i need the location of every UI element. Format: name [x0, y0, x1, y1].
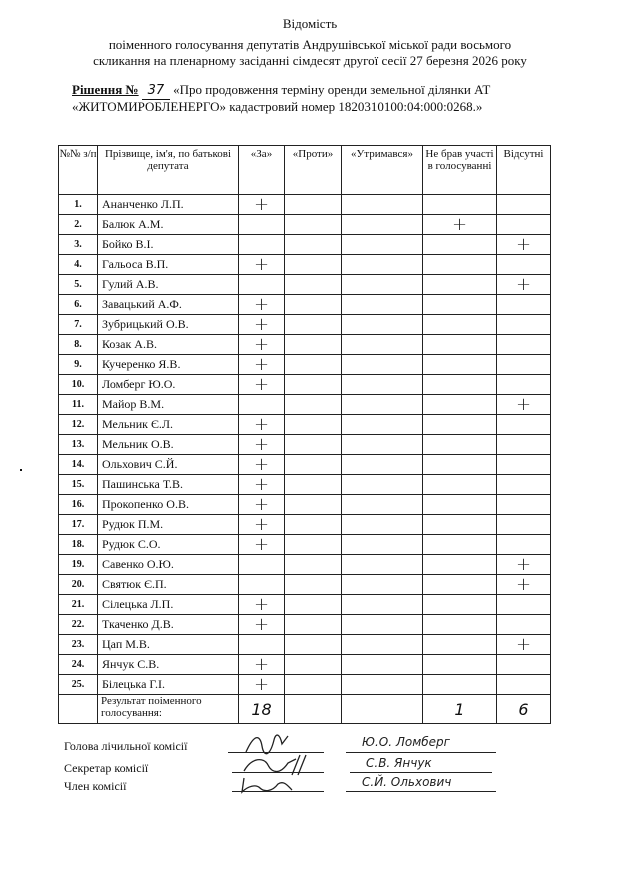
vote-mark-not-voted: [423, 475, 497, 495]
vote-mark-against: [285, 335, 342, 355]
vote-mark-not-voted: [423, 575, 497, 595]
vote-mark-for: +: [239, 655, 285, 675]
signature-role-secretary: Секретар комісії: [64, 761, 149, 775]
vote-mark-abstain: [342, 395, 423, 415]
table-row: [59, 395, 551, 415]
table-row: [59, 575, 551, 595]
vote-mark-abstain: [342, 335, 423, 355]
table-row: [59, 535, 551, 555]
vote-mark-for: +: [239, 415, 285, 435]
scan-speck: [20, 469, 22, 471]
decision-line-1: [72, 82, 577, 100]
table-row: [59, 255, 551, 275]
vote-mark-against: [285, 515, 342, 535]
name-underline-member: [346, 791, 496, 792]
signature-role-member: Член комісії: [64, 779, 127, 793]
vote-mark-absent: [497, 615, 551, 635]
vote-mark-for: +: [239, 495, 285, 515]
row-number: 6.: [59, 295, 98, 315]
vote-mark-for: +: [239, 375, 285, 395]
row-number: 18.: [59, 535, 98, 555]
row-number: 24.: [59, 655, 98, 675]
vote-mark-absent: +: [497, 575, 551, 595]
vote-mark-for: +: [239, 435, 285, 455]
vote-mark-absent: [497, 515, 551, 535]
vote-mark-against: [285, 575, 342, 595]
row-number: 12.: [59, 415, 98, 435]
result-absent: 6: [497, 695, 551, 724]
vote-mark-absent: [497, 495, 551, 515]
deputy-name: Гальоса В.П.: [98, 255, 239, 275]
decision-line-2: «ЖИТОМИРОБЛЕНЕРГО» кадастровий номер 1820310100:04:000:0268.»: [72, 99, 483, 114]
result-num-cell: [59, 695, 98, 724]
table-row: [59, 355, 551, 375]
document-subtitle-line-2: скликання на пленарному засіданні сімдесят другої сесії 27 березня 2026 року: [93, 53, 527, 68]
vote-mark-not-voted: [423, 595, 497, 615]
vote-mark-for: +: [239, 335, 285, 355]
vote-mark-abstain: [342, 535, 423, 555]
table-row: [59, 295, 551, 315]
table-row: [59, 235, 551, 255]
result-not-voted: 1: [423, 695, 497, 724]
deputy-name: Савенко О.Ю.: [98, 555, 239, 575]
vote-mark-abstain: [342, 315, 423, 335]
vote-mark-against: [285, 455, 342, 475]
result-row: [59, 695, 551, 724]
vote-mark-against: [285, 315, 342, 335]
vote-mark-abstain: [342, 595, 423, 615]
table-row: [59, 275, 551, 295]
vote-mark-for: +: [239, 515, 285, 535]
document-title: Відомість: [282, 16, 338, 31]
vote-mark-for: +: [239, 195, 285, 215]
row-number: 25.: [59, 675, 98, 695]
col-header-name: Прізвище, ім'я, по батькові депутата: [98, 146, 239, 195]
vote-mark-absent: +: [497, 395, 551, 415]
vote-mark-absent: [497, 675, 551, 695]
result-label: Результат поіменного голосування:: [98, 695, 239, 724]
name-underline-secretary: [350, 772, 492, 773]
vote-mark-absent: [497, 195, 551, 215]
vote-mark-abstain: [342, 355, 423, 375]
vote-mark-absent: [497, 415, 551, 435]
vote-mark-against: [285, 195, 342, 215]
row-number: 8.: [59, 335, 98, 355]
deputy-name: Ольхович С.Й.: [98, 455, 239, 475]
deputy-name: Рудюк П.М.: [98, 515, 239, 535]
col-header-num: №№ з/п: [59, 146, 98, 195]
vote-mark-not-voted: +: [423, 215, 497, 235]
col-header-absent: Відсутні: [497, 146, 551, 195]
name-underline-chair: [346, 752, 496, 753]
vote-mark-abstain: [342, 475, 423, 495]
vote-mark-not-voted: [423, 435, 497, 455]
vote-mark-against: [285, 415, 342, 435]
vote-mark-for: +: [239, 455, 285, 475]
vote-mark-not-voted: [423, 275, 497, 295]
table-row: [59, 195, 551, 215]
vote-mark-absent: [497, 455, 551, 475]
vote-mark-for: [239, 235, 285, 255]
voting-table: [58, 145, 551, 724]
vote-mark-abstain: [342, 415, 423, 435]
row-number: 19.: [59, 555, 98, 575]
vote-mark-not-voted: [423, 395, 497, 415]
vote-mark-against: [285, 475, 342, 495]
vote-mark-not-voted: [423, 355, 497, 375]
vote-mark-against: [285, 635, 342, 655]
deputy-name: Зубрицький О.В.: [98, 315, 239, 335]
vote-mark-against: [285, 675, 342, 695]
vote-mark-not-voted: [423, 315, 497, 335]
row-number: 23.: [59, 635, 98, 655]
row-number: 3.: [59, 235, 98, 255]
deputy-name: Янчук С.В.: [98, 655, 239, 675]
vote-mark-against: [285, 355, 342, 375]
deputy-name: Цап М.В.: [98, 635, 239, 655]
document-subtitle-line-1: поіменного голосування депутатів Андрушівської міської ради восьмого: [108, 37, 512, 52]
vote-mark-for: +: [239, 615, 285, 635]
vote-mark-against: [285, 375, 342, 395]
vote-mark-for: +: [239, 595, 285, 615]
deputy-name: Сілецька Л.П.: [98, 595, 239, 615]
vote-mark-abstain: [342, 655, 423, 675]
vote-mark-not-voted: [423, 235, 497, 255]
vote-mark-absent: [497, 255, 551, 275]
vote-mark-for: +: [239, 675, 285, 695]
deputy-name: Ткаченко Д.В.: [98, 615, 239, 635]
vote-mark-against: [285, 655, 342, 675]
vote-mark-abstain: [342, 235, 423, 255]
vote-mark-abstain: [342, 435, 423, 455]
vote-mark-against: [285, 395, 342, 415]
vote-mark-absent: +: [497, 555, 551, 575]
vote-mark-against: [285, 615, 342, 635]
vote-mark-for: [239, 215, 285, 235]
table-row: [59, 415, 551, 435]
vote-mark-for: +: [239, 355, 285, 375]
vote-mark-for: [239, 275, 285, 295]
table-row: [59, 335, 551, 355]
table-row: [59, 635, 551, 655]
deputy-name: Пашинська Т.В.: [98, 475, 239, 495]
deputy-name: Рудюк С.О.: [98, 535, 239, 555]
table-row: [59, 615, 551, 635]
vote-mark-absent: [497, 295, 551, 315]
table-row: [59, 375, 551, 395]
table-row: [59, 315, 551, 335]
vote-mark-not-voted: [423, 455, 497, 475]
vote-mark-against: [285, 275, 342, 295]
vote-mark-against: [285, 295, 342, 315]
table-row: [59, 655, 551, 675]
vote-mark-absent: [497, 375, 551, 395]
table-row: [59, 675, 551, 695]
signature-scribble-member: [238, 774, 298, 796]
vote-mark-not-voted: [423, 555, 497, 575]
table-row: [59, 475, 551, 495]
deputy-name: Козак А.В.: [98, 335, 239, 355]
vote-mark-for: +: [239, 295, 285, 315]
vote-mark-absent: [497, 475, 551, 495]
decision-number: 37: [142, 83, 170, 100]
vote-mark-not-voted: [423, 255, 497, 275]
table-row: [59, 215, 551, 235]
deputy-name: Кучеренко Я.В.: [98, 355, 239, 375]
vote-mark-absent: [497, 215, 551, 235]
vote-mark-for: [239, 575, 285, 595]
row-number: 17.: [59, 515, 98, 535]
vote-mark-abstain: [342, 295, 423, 315]
vote-mark-absent: [497, 315, 551, 335]
deputy-name: Балюк А.М.: [98, 215, 239, 235]
vote-mark-against: [285, 435, 342, 455]
deputy-name: Святюк Є.П.: [98, 575, 239, 595]
table-row: [59, 455, 551, 475]
vote-mark-abstain: [342, 255, 423, 275]
deputy-name: Прокопенко О.В.: [98, 495, 239, 515]
vote-mark-abstain: [342, 635, 423, 655]
table-row: [59, 435, 551, 455]
row-number: 22.: [59, 615, 98, 635]
decision-prefix: Рішення №: [72, 82, 139, 97]
row-number: 2.: [59, 215, 98, 235]
vote-mark-abstain: [342, 675, 423, 695]
vote-mark-for: +: [239, 255, 285, 275]
row-number: 21.: [59, 595, 98, 615]
row-number: 4.: [59, 255, 98, 275]
vote-mark-not-voted: [423, 535, 497, 555]
vote-mark-not-voted: [423, 295, 497, 315]
vote-mark-not-voted: [423, 615, 497, 635]
vote-mark-abstain: [342, 375, 423, 395]
table-row: [59, 495, 551, 515]
deputy-name: Ломберг Ю.О.: [98, 375, 239, 395]
vote-mark-not-voted: [423, 335, 497, 355]
vote-mark-abstain: [342, 575, 423, 595]
vote-mark-abstain: [342, 215, 423, 235]
vote-mark-abstain: [342, 555, 423, 575]
vote-mark-absent: [497, 655, 551, 675]
vote-mark-absent: +: [497, 275, 551, 295]
deputy-name: Бойко В.І.: [98, 235, 239, 255]
row-number: 16.: [59, 495, 98, 515]
row-number: 20.: [59, 575, 98, 595]
vote-mark-not-voted: [423, 415, 497, 435]
vote-mark-absent: +: [497, 635, 551, 655]
deputy-name: Мельник О.В.: [98, 435, 239, 455]
result-for: 18: [239, 695, 285, 724]
vote-mark-abstain: [342, 515, 423, 535]
vote-mark-for: [239, 635, 285, 655]
signature-name-secretary: С.В. Янчук: [366, 756, 432, 770]
vote-mark-against: [285, 215, 342, 235]
vote-mark-against: [285, 595, 342, 615]
decision-text-line-1: «Про продовження терміну оренди земельної ділянки АТ: [173, 82, 491, 97]
signature-name-chair: Ю.О. Ломберг: [362, 735, 450, 749]
vote-mark-not-voted: [423, 635, 497, 655]
deputy-name: Завацький А.Ф.: [98, 295, 239, 315]
signature-role-chair: Голова лічильної комісії: [64, 739, 188, 753]
vote-mark-for: +: [239, 535, 285, 555]
col-header-not-voted: Не брав участі в голосуванні: [423, 146, 497, 195]
vote-mark-absent: [497, 335, 551, 355]
row-number: 13.: [59, 435, 98, 455]
vote-mark-absent: [497, 355, 551, 375]
vote-mark-not-voted: [423, 495, 497, 515]
vote-mark-not-voted: [423, 515, 497, 535]
vote-mark-for: [239, 555, 285, 575]
col-header-for: «За»: [239, 146, 285, 195]
table-row: [59, 555, 551, 575]
vote-mark-abstain: [342, 455, 423, 475]
col-header-abstain: «Утримався»: [342, 146, 423, 195]
vote-mark-not-voted: [423, 655, 497, 675]
vote-mark-absent: +: [497, 235, 551, 255]
vote-mark-against: [285, 235, 342, 255]
deputy-name: Мельник Є.Л.: [98, 415, 239, 435]
row-number: 14.: [59, 455, 98, 475]
result-abstain: [342, 695, 423, 724]
table-header-row: [59, 146, 551, 195]
vote-mark-absent: [497, 435, 551, 455]
row-number: 15.: [59, 475, 98, 495]
table-row: [59, 515, 551, 535]
vote-mark-against: [285, 495, 342, 515]
row-number: 7.: [59, 315, 98, 335]
vote-mark-not-voted: [423, 195, 497, 215]
deputy-name: Білецька Г.І.: [98, 675, 239, 695]
vote-mark-not-voted: [423, 675, 497, 695]
deputy-name: Гулий А.В.: [98, 275, 239, 295]
row-number: 5.: [59, 275, 98, 295]
row-number: 1.: [59, 195, 98, 215]
result-against: [285, 695, 342, 724]
table-row: [59, 595, 551, 615]
vote-mark-abstain: [342, 495, 423, 515]
vote-mark-abstain: [342, 275, 423, 295]
row-number: 9.: [59, 355, 98, 375]
vote-mark-absent: [497, 535, 551, 555]
vote-mark-not-voted: [423, 375, 497, 395]
vote-mark-for: +: [239, 315, 285, 335]
vote-mark-abstain: [342, 195, 423, 215]
signature-name-member: С.Й. Ольхович: [362, 775, 452, 789]
vote-mark-absent: [497, 595, 551, 615]
row-number: 11.: [59, 395, 98, 415]
vote-mark-against: [285, 255, 342, 275]
vote-mark-against: [285, 535, 342, 555]
vote-mark-for: [239, 395, 285, 415]
vote-mark-abstain: [342, 615, 423, 635]
col-header-against: «Проти»: [285, 146, 342, 195]
vote-mark-against: [285, 555, 342, 575]
deputy-name: Ананченко Л.П.: [98, 195, 239, 215]
vote-mark-for: +: [239, 475, 285, 495]
deputy-name: Майор В.М.: [98, 395, 239, 415]
row-number: 10.: [59, 375, 98, 395]
